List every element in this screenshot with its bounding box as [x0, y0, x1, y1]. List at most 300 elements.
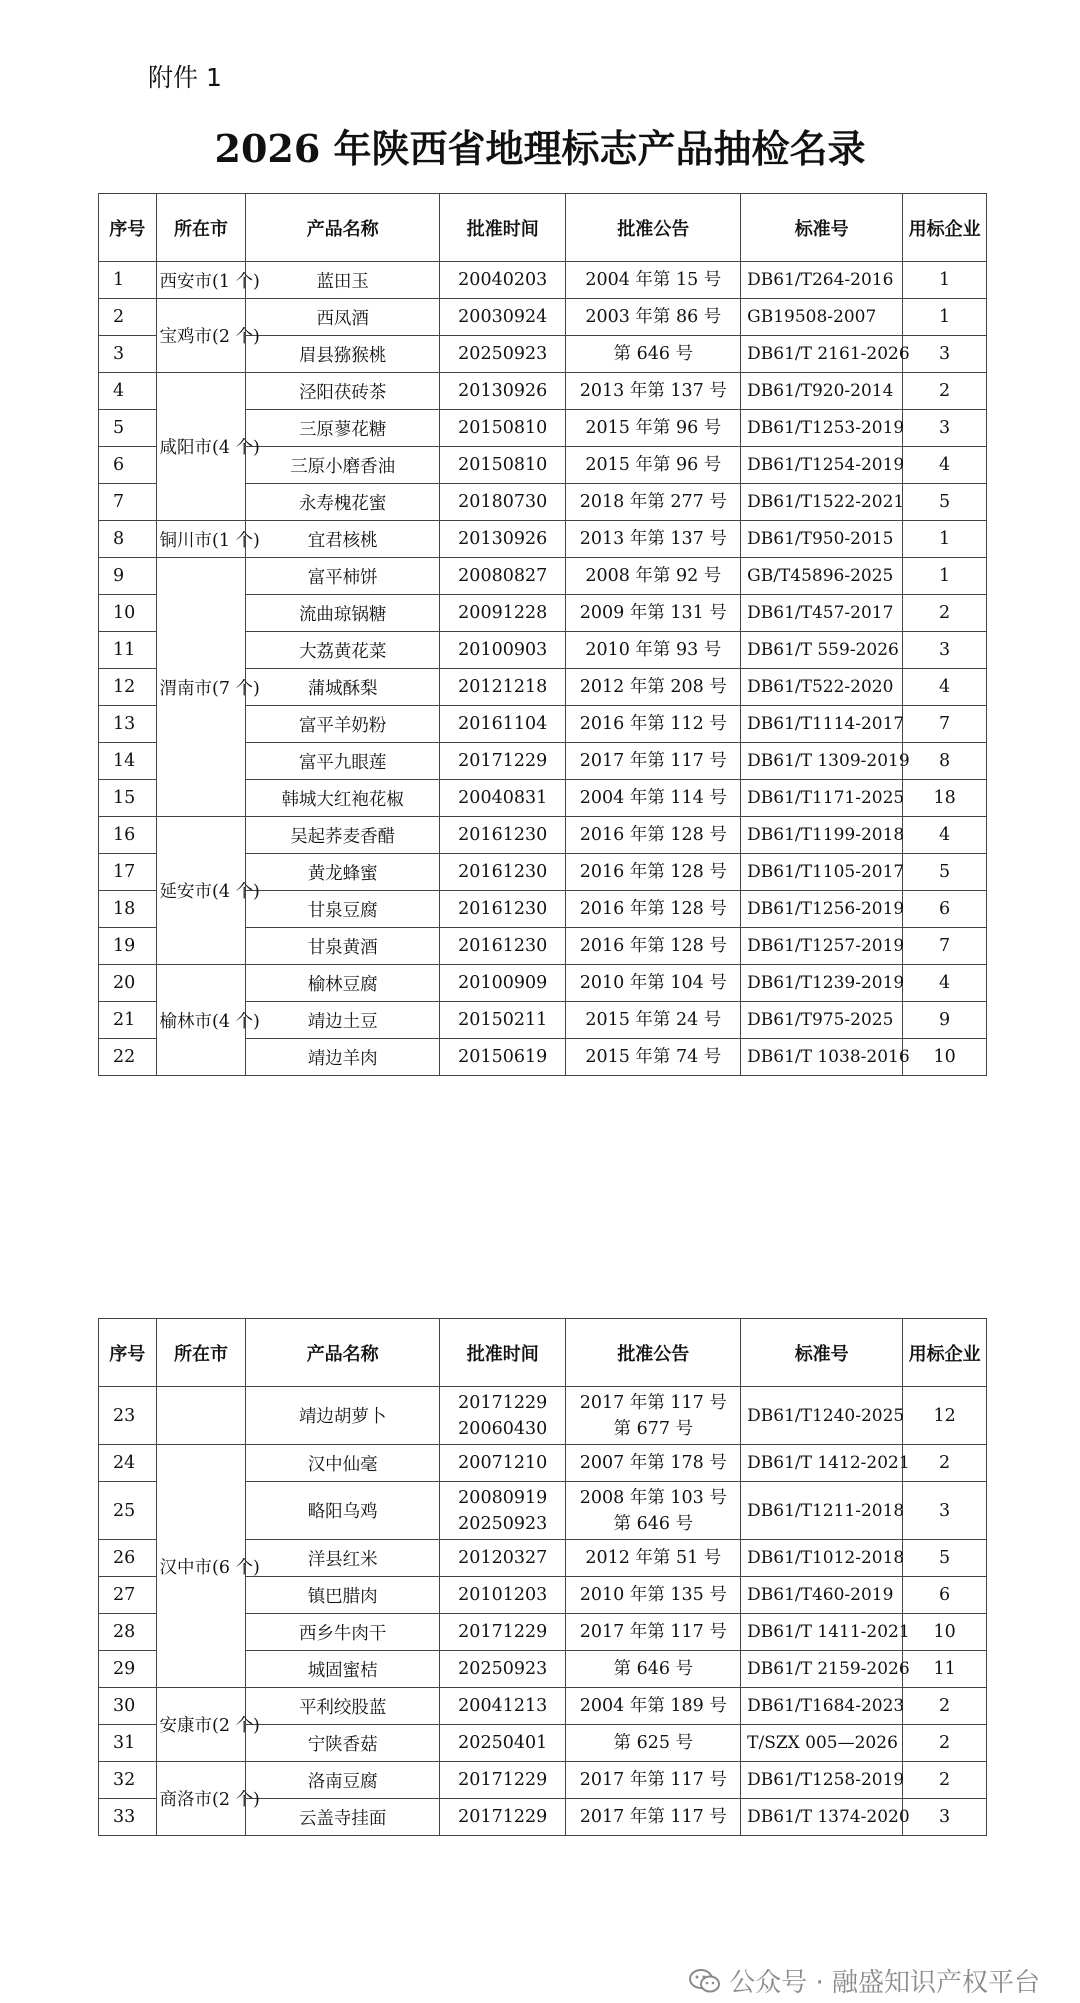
- standard-cell: DB61/T460-2019: [741, 1577, 903, 1614]
- product-cell: 略阳乌鸡: [246, 1482, 439, 1540]
- approval-notice-cell-line: 2015 年第 74 号: [585, 1047, 722, 1067]
- wechat-icon: [689, 1968, 721, 1994]
- standard-cell: DB61/T1239-2019: [741, 965, 903, 1002]
- approval-notice-cell-line: 第 646 号: [613, 344, 694, 364]
- header-product: 产品名称: [246, 1319, 439, 1387]
- approval-time-cell: [439, 1799, 566, 1836]
- approval-time-cell-line: 20120327: [458, 1548, 548, 1568]
- product-cell: 甘泉黄酒: [246, 928, 439, 965]
- approval-notice-cell-line: 2016 年第 112 号: [579, 714, 727, 734]
- approval-time-cell-line: 20040203: [458, 270, 548, 290]
- approval-time-cell: [439, 595, 566, 632]
- approval-time-cell-line: 20101203: [458, 1585, 548, 1605]
- product-cell: 三原蓼花糖: [246, 410, 439, 447]
- approval-notice-cell: [566, 336, 741, 373]
- approval-notice-cell-line: 2016 年第 128 号: [579, 825, 727, 845]
- approval-notice-cell-line: 2004 年第 189 号: [579, 1696, 727, 1716]
- table-row: [99, 965, 987, 1002]
- enterprises-cell: 2: [903, 1688, 987, 1725]
- approval-time-cell: [439, 928, 566, 965]
- city-cell: 西安市(1 个): [156, 262, 246, 299]
- standard-cell: DB61/T1253-2019: [741, 410, 903, 447]
- standard-cell: DB61/T950-2015: [741, 521, 903, 558]
- approval-time-cell: [439, 1445, 566, 1482]
- table-row: [99, 299, 987, 336]
- approval-notice-cell-line: 2018 年第 277 号: [579, 492, 727, 512]
- approval-time-cell-line: 20150810: [458, 418, 548, 438]
- product-cell: 靖边胡萝卜: [246, 1387, 439, 1445]
- enterprises-cell: 5: [903, 1540, 987, 1577]
- approval-notice-cell-line: 2010 年第 135 号: [579, 1585, 727, 1605]
- seq-cell: 32: [99, 1762, 157, 1799]
- seq-cell: 30: [99, 1688, 157, 1725]
- seq-cell: 19: [99, 928, 157, 965]
- approval-time-cell: [439, 1651, 566, 1688]
- approval-notice-cell-line: 2017 年第 117 号: [579, 751, 727, 771]
- approval-time-cell-line: 20161230: [458, 899, 548, 919]
- approval-notice-cell-line: 2017 年第 117 号: [579, 1807, 727, 1827]
- product-cell: 云盖寺挂面: [246, 1799, 439, 1836]
- enterprises-cell: 2: [903, 1445, 987, 1482]
- header-city: 所在市: [156, 194, 246, 262]
- product-cell: 洛南豆腐: [246, 1762, 439, 1799]
- standard-cell: T/SZX 005—2026: [741, 1725, 903, 1762]
- seq-cell: 23: [99, 1387, 157, 1445]
- seq-cell: 21: [99, 1002, 157, 1039]
- standard-cell: DB61/T 1374-2020: [741, 1799, 903, 1836]
- header-seq: 序号: [99, 194, 157, 262]
- approval-time-cell: [439, 410, 566, 447]
- approval-notice-cell-line: 2016 年第 128 号: [579, 899, 727, 919]
- attachment-label: 附件 1: [148, 63, 222, 92]
- approval-notice-cell-line: 2004 年第 15 号: [585, 270, 722, 290]
- approval-notice-cell-line: 2013 年第 137 号: [579, 529, 727, 549]
- product-cell: 蒲城酥梨: [246, 669, 439, 706]
- approval-notice-cell: [566, 965, 741, 1002]
- seq-cell: 1: [99, 262, 157, 299]
- approval-time-cell-line: 20150211: [458, 1010, 548, 1030]
- approval-notice-cell-line: 第 646 号: [613, 1659, 694, 1679]
- watermark-text: 公众号 · 融盛知识产权平台: [729, 1968, 1040, 1998]
- seq-cell: 13: [99, 706, 157, 743]
- approval-time-cell: [439, 891, 566, 928]
- approval-time-cell-line: 20060430: [458, 1418, 548, 1439]
- seq-cell: 12: [99, 669, 157, 706]
- header-enterprises: 用标企业: [903, 1319, 987, 1387]
- product-cell: 洋县红米: [246, 1540, 439, 1577]
- approval-time-cell: [439, 1387, 566, 1445]
- approval-notice-cell: [566, 743, 741, 780]
- product-cell: 富平九眼莲: [246, 743, 439, 780]
- table-header-row: [99, 194, 987, 262]
- approval-notice-cell: [566, 780, 741, 817]
- approval-time-cell: [439, 1614, 566, 1651]
- enterprises-cell: 3: [903, 336, 987, 373]
- city-cell: 宝鸡市(2 个): [156, 299, 246, 373]
- approval-notice-cell: [566, 595, 741, 632]
- document-title: 2026 年陕西省地理标志产品抽检名录: [214, 126, 866, 171]
- standard-cell: DB61/T1257-2019: [741, 928, 903, 965]
- standard-cell: DB61/T1240-2025: [741, 1387, 903, 1445]
- approval-time-cell: [439, 1039, 566, 1076]
- header-enterprises: 用标企业: [903, 194, 987, 262]
- seq-cell: 15: [99, 780, 157, 817]
- table-row: [99, 558, 987, 595]
- approval-time-cell: [439, 1688, 566, 1725]
- product-table-1: [98, 193, 987, 1076]
- standard-cell: DB61/T1256-2019: [741, 891, 903, 928]
- header-product: 产品名称: [246, 194, 439, 262]
- approval-notice-cell: [566, 1762, 741, 1799]
- approval-time-cell: [439, 299, 566, 336]
- seq-cell: 3: [99, 336, 157, 373]
- standard-cell: DB61/T1199-2018: [741, 817, 903, 854]
- approval-notice-cell-line: 2017 年第 117 号: [579, 1392, 727, 1413]
- seq-cell: 6: [99, 447, 157, 484]
- product-cell: 流曲琼锅糖: [246, 595, 439, 632]
- product-cell: 宁陕香菇: [246, 1725, 439, 1762]
- approval-time-cell: [439, 447, 566, 484]
- product-cell: 蓝田玉: [246, 262, 439, 299]
- standard-cell: DB61/T1211-2018: [741, 1482, 903, 1540]
- enterprises-cell: 4: [903, 965, 987, 1002]
- product-cell: 永寿槐花蜜: [246, 484, 439, 521]
- approval-time-cell: [439, 1540, 566, 1577]
- approval-time-cell-line: 20250923: [458, 344, 548, 364]
- approval-notice-cell-line: 2015 年第 96 号: [585, 455, 722, 475]
- approval-time-cell: [439, 262, 566, 299]
- seq-cell: 8: [99, 521, 157, 558]
- approval-time-cell: [439, 1002, 566, 1039]
- enterprises-cell: 3: [903, 410, 987, 447]
- city-cell: 渭南市(7 个): [156, 558, 246, 817]
- enterprises-cell: 11: [903, 1651, 987, 1688]
- product-cell: 城固蜜桔: [246, 1651, 439, 1688]
- approval-notice-cell-line: 2016 年第 128 号: [579, 936, 727, 956]
- seq-cell: 22: [99, 1039, 157, 1076]
- approval-time-cell: [439, 706, 566, 743]
- seq-cell: 17: [99, 854, 157, 891]
- approval-time-cell-line: 20161230: [458, 862, 548, 882]
- approval-time-cell: [439, 521, 566, 558]
- product-cell: 吴起荞麦香醋: [246, 817, 439, 854]
- enterprises-cell: 8: [903, 743, 987, 780]
- approval-notice-cell: [566, 1651, 741, 1688]
- header-approval-notice: 批准公告: [566, 1319, 741, 1387]
- standard-cell: DB61/T1254-2019: [741, 447, 903, 484]
- enterprises-cell: 4: [903, 447, 987, 484]
- enterprises-cell: 1: [903, 299, 987, 336]
- seq-cell: 11: [99, 632, 157, 669]
- seq-cell: 16: [99, 817, 157, 854]
- table-row: [99, 1445, 987, 1482]
- standard-cell: DB61/T522-2020: [741, 669, 903, 706]
- approval-time-cell-line: 20150619: [458, 1047, 548, 1067]
- seq-cell: 29: [99, 1651, 157, 1688]
- standard-cell: DB61/T1522-2021: [741, 484, 903, 521]
- approval-time-cell-line: 20171229: [458, 1622, 548, 1642]
- seq-cell: 2: [99, 299, 157, 336]
- approval-time-cell-line: 20171229: [458, 1392, 548, 1413]
- seq-cell: 20: [99, 965, 157, 1002]
- enterprises-cell: 9: [903, 1002, 987, 1039]
- enterprises-cell: 10: [903, 1614, 987, 1651]
- enterprises-cell: 3: [903, 1482, 987, 1540]
- approval-time-cell-line: 20150810: [458, 455, 548, 475]
- standard-cell: DB61/T1171-2025: [741, 780, 903, 817]
- approval-time-cell-line: 20161230: [458, 825, 548, 845]
- approval-notice-cell: [566, 891, 741, 928]
- enterprises-cell: 3: [903, 632, 987, 669]
- table-row: [99, 521, 987, 558]
- approval-notice-cell: [566, 484, 741, 521]
- product-cell: 靖边羊肉: [246, 1039, 439, 1076]
- header-approval-time: 批准时间: [439, 194, 566, 262]
- approval-notice-cell: [566, 854, 741, 891]
- approval-time-cell-line: 20041213: [458, 1696, 548, 1716]
- standard-cell: GB/T45896-2025: [741, 558, 903, 595]
- enterprises-cell: 4: [903, 817, 987, 854]
- standard-cell: DB61/T 1309-2019: [741, 743, 903, 780]
- approval-time-cell: [439, 558, 566, 595]
- seq-cell: 24: [99, 1445, 157, 1482]
- approval-notice-cell-line: 第 677 号: [613, 1418, 694, 1439]
- product-cell: 宜君核桃: [246, 521, 439, 558]
- table-row: [99, 817, 987, 854]
- enterprises-cell: 6: [903, 891, 987, 928]
- seq-cell: 4: [99, 373, 157, 410]
- standard-cell: DB61/T 2159-2026: [741, 1651, 903, 1688]
- seq-cell: 33: [99, 1799, 157, 1836]
- enterprises-cell: 2: [903, 595, 987, 632]
- table-row: [99, 262, 987, 299]
- table-row: [99, 1688, 987, 1725]
- approval-notice-cell: [566, 262, 741, 299]
- enterprises-cell: 2: [903, 1762, 987, 1799]
- approval-notice-cell: [566, 1002, 741, 1039]
- city-cell: 铜川市(1 个): [156, 521, 246, 558]
- product-cell: 西凤酒: [246, 299, 439, 336]
- approval-notice-cell: [566, 706, 741, 743]
- approval-time-cell-line: 20180730: [458, 492, 548, 512]
- product-cell: 眉县猕猴桃: [246, 336, 439, 373]
- product-cell: 富平羊奶粉: [246, 706, 439, 743]
- enterprises-cell: 1: [903, 521, 987, 558]
- approval-notice-cell-line: 2012 年第 51 号: [585, 1548, 722, 1568]
- city-cell: 咸阳市(4 个): [156, 373, 246, 521]
- product-cell: 甘泉豆腐: [246, 891, 439, 928]
- table-row: [99, 1762, 987, 1799]
- header-approval-time: 批准时间: [439, 1319, 566, 1387]
- standard-cell: DB61/T 559-2026: [741, 632, 903, 669]
- approval-notice-cell-line: 2015 年第 24 号: [585, 1010, 722, 1030]
- approval-time-cell: [439, 780, 566, 817]
- standard-cell: GB19508-2007: [741, 299, 903, 336]
- standard-cell: DB61/T920-2014: [741, 373, 903, 410]
- product-cell: 平利绞股蓝: [246, 1688, 439, 1725]
- standard-cell: DB61/T 1411-2021: [741, 1614, 903, 1651]
- standard-cell: DB61/T1114-2017: [741, 706, 903, 743]
- standard-cell: DB61/T1105-2017: [741, 854, 903, 891]
- approval-time-cell: [439, 743, 566, 780]
- seq-cell: 10: [99, 595, 157, 632]
- approval-notice-cell: [566, 558, 741, 595]
- approval-notice-cell: [566, 1725, 741, 1762]
- approval-notice-cell-line: 2017 年第 117 号: [579, 1770, 727, 1790]
- approval-notice-cell: [566, 447, 741, 484]
- approval-time-cell-line: 20161230: [458, 936, 548, 956]
- enterprises-cell: 5: [903, 484, 987, 521]
- city-cell: 商洛市(2 个): [156, 1762, 246, 1836]
- product-cell: 靖边土豆: [246, 1002, 439, 1039]
- standard-cell: DB61/T 1412-2021: [741, 1445, 903, 1482]
- product-cell: 镇巴腊肉: [246, 1577, 439, 1614]
- enterprises-cell: 18: [903, 780, 987, 817]
- city-cell: 安康市(2 个): [156, 1688, 246, 1762]
- approval-notice-cell: [566, 632, 741, 669]
- product-table-2: [98, 1318, 987, 1836]
- product-cell: 黄龙蜂蜜: [246, 854, 439, 891]
- header-seq: 序号: [99, 1319, 157, 1387]
- product-cell: 西乡牛肉干: [246, 1614, 439, 1651]
- table-header-row: [99, 1319, 987, 1387]
- header-approval-notice: 批准公告: [566, 194, 741, 262]
- enterprises-cell: 2: [903, 1725, 987, 1762]
- seq-cell: 28: [99, 1614, 157, 1651]
- approval-notice-cell: [566, 1387, 741, 1445]
- approval-time-cell: [439, 1762, 566, 1799]
- enterprises-cell: 6: [903, 1577, 987, 1614]
- approval-time-cell-line: 20250923: [458, 1659, 548, 1679]
- approval-notice-cell-line: 2010 年第 104 号: [579, 973, 727, 993]
- approval-time-cell-line: 20250401: [458, 1733, 548, 1753]
- product-cell: 三原小磨香油: [246, 447, 439, 484]
- seq-cell: 25: [99, 1482, 157, 1540]
- approval-notice-cell-line: 2007 年第 178 号: [579, 1453, 727, 1473]
- enterprises-cell: 10: [903, 1039, 987, 1076]
- approval-time-cell: [439, 965, 566, 1002]
- enterprises-cell: 3: [903, 1799, 987, 1836]
- approval-notice-cell-line: 2017 年第 117 号: [579, 1622, 727, 1642]
- approval-notice-cell: [566, 1577, 741, 1614]
- standard-cell: DB61/T457-2017: [741, 595, 903, 632]
- approval-time-cell: [439, 1482, 566, 1540]
- standard-cell: DB61/T1012-2018: [741, 1540, 903, 1577]
- product-cell: 富平柿饼: [246, 558, 439, 595]
- approval-notice-cell-line: 第 646 号: [613, 1513, 694, 1534]
- seq-cell: 14: [99, 743, 157, 780]
- approval-notice-cell: [566, 1688, 741, 1725]
- approval-notice-cell-line: 2010 年第 93 号: [585, 640, 722, 660]
- approval-time-cell-line: 20100903: [458, 640, 548, 660]
- approval-notice-cell: [566, 928, 741, 965]
- approval-time-cell-line: 20080827: [458, 566, 548, 586]
- approval-time-cell: [439, 854, 566, 891]
- product-cell: 韩城大红袍花椒: [246, 780, 439, 817]
- approval-time-cell-line: 20091228: [458, 603, 548, 623]
- seq-cell: 18: [99, 891, 157, 928]
- watermark: [689, 1962, 1040, 1999]
- approval-time-cell-line: 20171229: [458, 1770, 548, 1790]
- standard-cell: DB61/T975-2025: [741, 1002, 903, 1039]
- product-cell: 榆林豆腐: [246, 965, 439, 1002]
- approval-notice-cell: [566, 373, 741, 410]
- approval-time-cell-line: 20121218: [458, 677, 548, 697]
- approval-notice-cell-line: 2015 年第 96 号: [585, 418, 722, 438]
- approval-notice-cell: [566, 299, 741, 336]
- city-cell: 延安市(4 个): [156, 817, 246, 965]
- approval-notice-cell-line: 2012 年第 208 号: [579, 677, 727, 697]
- seq-cell: 5: [99, 410, 157, 447]
- approval-notice-cell-line: 2008 年第 103 号: [579, 1487, 727, 1508]
- header-standard: 标准号: [741, 1319, 903, 1387]
- approval-notice-cell: [566, 410, 741, 447]
- approval-notice-cell-line: 2004 年第 114 号: [579, 788, 727, 808]
- approval-notice-cell: [566, 1799, 741, 1836]
- header-city: 所在市: [156, 1319, 246, 1387]
- approval-notice-cell-line: 2009 年第 131 号: [579, 603, 727, 623]
- standard-cell: DB61/T1258-2019: [741, 1762, 903, 1799]
- table-row: [99, 1387, 987, 1445]
- header-standard: 标准号: [741, 194, 903, 262]
- enterprises-cell: 7: [903, 706, 987, 743]
- seq-cell: 9: [99, 558, 157, 595]
- standard-cell: DB61/T264-2016: [741, 262, 903, 299]
- product-cell: 泾阳茯砖茶: [246, 373, 439, 410]
- approval-time-cell-line: 20250923: [458, 1513, 548, 1534]
- enterprises-cell: 2: [903, 373, 987, 410]
- approval-time-cell: [439, 336, 566, 373]
- enterprises-cell: 1: [903, 262, 987, 299]
- enterprises-cell: 5: [903, 854, 987, 891]
- approval-notice-cell-line: 2003 年第 86 号: [585, 307, 722, 327]
- approval-notice-cell-line: 第 625 号: [613, 1733, 694, 1753]
- approval-time-cell-line: 20161104: [458, 714, 548, 734]
- approval-notice-cell: [566, 1482, 741, 1540]
- approval-notice-cell: [566, 669, 741, 706]
- approval-time-cell-line: 20080919: [458, 1487, 548, 1508]
- approval-time-cell: [439, 669, 566, 706]
- approval-notice-cell-line: 2013 年第 137 号: [579, 381, 727, 401]
- approval-time-cell-line: 20171229: [458, 1807, 548, 1827]
- approval-time-cell: [439, 817, 566, 854]
- approval-notice-cell-line: 2008 年第 92 号: [585, 566, 722, 586]
- city-cell: 汉中市(6 个): [156, 1445, 246, 1688]
- table-row: [99, 373, 987, 410]
- enterprises-cell: 1: [903, 558, 987, 595]
- approval-notice-cell: [566, 1039, 741, 1076]
- approval-time-cell-line: 20130926: [458, 381, 548, 401]
- seq-cell: 26: [99, 1540, 157, 1577]
- enterprises-cell: 12: [903, 1387, 987, 1445]
- approval-time-cell-line: 20130926: [458, 529, 548, 549]
- approval-time-cell-line: 20040831: [458, 788, 548, 808]
- city-cell: [156, 1387, 246, 1445]
- enterprises-cell: 7: [903, 928, 987, 965]
- approval-time-cell: [439, 632, 566, 669]
- product-cell: 汉中仙毫: [246, 1445, 439, 1482]
- approval-time-cell: [439, 1725, 566, 1762]
- enterprises-cell: 4: [903, 669, 987, 706]
- approval-time-cell: [439, 484, 566, 521]
- standard-cell: DB61/T 2161-2026: [741, 336, 903, 373]
- standard-cell: DB61/T1684-2023: [741, 1688, 903, 1725]
- approval-time-cell-line: 20171229: [458, 751, 548, 771]
- seq-cell: 27: [99, 1577, 157, 1614]
- seq-cell: 7: [99, 484, 157, 521]
- standard-cell: DB61/T 1038-2016: [741, 1039, 903, 1076]
- approval-notice-cell: [566, 817, 741, 854]
